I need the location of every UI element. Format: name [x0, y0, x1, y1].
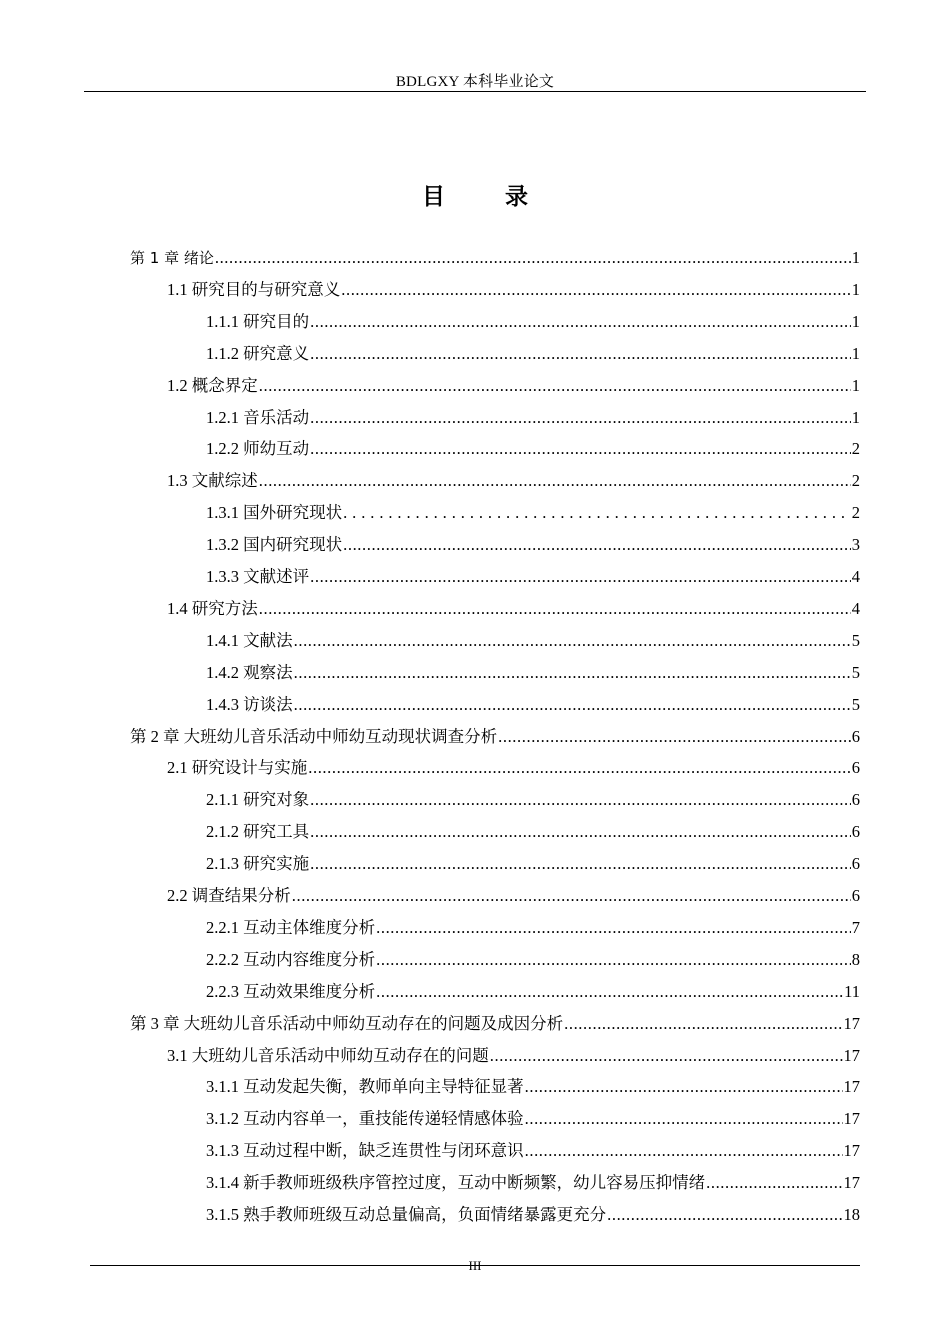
toc-entry[interactable] — [167, 274, 860, 306]
toc-entry-title: 2.2.3 互动效果维度分析 — [206, 981, 376, 1001]
toc-entry-page-number: 5 — [851, 630, 860, 650]
toc-dot-leader — [310, 848, 851, 880]
toc-dot-leader — [498, 721, 851, 753]
toc-entry-title: 1.4.2 观察法 — [206, 662, 293, 682]
toc-entry-title: 3.1.2 互动内容单一，重技能传递轻情感体验 — [206, 1109, 524, 1129]
toc-entry-page-number: 2 — [851, 503, 860, 523]
toc-entry-title: 2.1.2 研究工具 — [206, 822, 310, 842]
toc-entry[interactable] — [206, 689, 860, 721]
toc-entry[interactable] — [206, 1103, 860, 1135]
toc-entry-title: 1.4.3 访谈法 — [206, 694, 293, 714]
toc-dot-leader — [310, 561, 851, 593]
toc-entry-page-number: 4 — [851, 567, 860, 586]
toc-entry[interactable] — [206, 1167, 860, 1199]
toc-entry[interactable] — [206, 848, 860, 880]
toc-entry-title: 1.3.3 文献述评 — [206, 567, 310, 586]
toc-entry[interactable] — [167, 1040, 860, 1072]
toc-entry[interactable] — [206, 1199, 860, 1231]
toc-entry-page-number: 17 — [843, 1173, 860, 1193]
toc-entry-page-number: 17 — [843, 1141, 860, 1161]
toc-entry-title: 2.1.1 研究对象 — [206, 790, 310, 810]
toc-dot-leader — [310, 784, 851, 816]
toc-dot-leader — [310, 338, 851, 370]
toc-dot-leader — [376, 912, 851, 944]
toc-entry-page-number: 2 — [851, 471, 860, 491]
toc-entry-page-number: 5 — [851, 662, 860, 682]
toc-entry-title: 1.4.1 文献法 — [206, 630, 293, 650]
toc-entry[interactable] — [167, 465, 860, 497]
toc-entry-page-number: 2 — [851, 439, 860, 459]
toc-entry-title: 第 1 章 绪论 — [130, 249, 214, 267]
toc-entry-title: 1.1.1 研究目的 — [206, 311, 310, 331]
toc-entry[interactable] — [167, 752, 860, 784]
toc-dot-leader — [294, 625, 851, 657]
toc-entry-title: 2.2 调查结果分析 — [167, 886, 291, 905]
toc-dot-leader — [376, 944, 851, 976]
toc-entry-page-number: 8 — [851, 949, 860, 969]
toc-dot-leader — [310, 306, 851, 338]
toc-entry-title: 1.1.2 研究意义 — [206, 343, 310, 363]
toc-entry-title: 1.3.1 国外研究现状 — [206, 503, 343, 523]
toc-entry-title: 2.2.1 互动主体维度分析 — [206, 917, 376, 937]
toc-dot-leader — [294, 689, 851, 721]
toc-entry[interactable] — [167, 880, 860, 912]
toc-entry-page-number: 17 — [843, 1045, 860, 1065]
toc-entry[interactable] — [206, 976, 860, 1008]
toc-dot-leader — [525, 1135, 843, 1167]
toc-entry-page-number: 6 — [851, 758, 860, 778]
toc-entry[interactable] — [130, 242, 860, 274]
toc-entry-title: 第 2 章 大班幼儿音乐活动中师幼互动现状调查分析 — [130, 726, 498, 746]
running-header: BDLGXY 本科毕业论文 — [395, 74, 555, 90]
toc-entry-title: 2.2.2 互动内容维度分析 — [206, 949, 376, 969]
toc-entry-title: 1.1 研究目的与研究意义 — [167, 279, 341, 299]
toc-entry-page-number: 1 — [851, 248, 860, 267]
toc-entry-page-number: 17 — [843, 1109, 860, 1129]
toc-entry-page-number: 7 — [851, 917, 860, 937]
toc-dot-leader — [310, 433, 851, 465]
toc-entry-page-number: 1 — [851, 375, 860, 395]
toc-dot-leader — [376, 976, 843, 1008]
toc-entry[interactable] — [206, 1135, 860, 1167]
toc-entry[interactable] — [206, 784, 860, 816]
toc-entry[interactable] — [206, 625, 860, 657]
toc-entry-page-number: 3 — [851, 535, 860, 555]
toc-entry[interactable] — [167, 370, 860, 402]
toc-dot-leader — [215, 242, 851, 274]
toc-entry[interactable] — [167, 593, 860, 625]
toc-dot-leader — [259, 370, 851, 402]
toc-entry-title: 3.1.3 互动过程中断，缺乏连贯性与闭环意识 — [206, 1141, 524, 1161]
toc-entry[interactable] — [206, 1071, 860, 1103]
footer-page-number: III — [468, 1258, 482, 1273]
toc-dot-leader — [525, 1103, 843, 1135]
toc-dot-leader — [343, 497, 851, 529]
toc-entry-title: 1.2 概念界定 — [167, 375, 258, 395]
toc-entry-page-number: 6 — [851, 886, 860, 905]
toc-entry[interactable] — [206, 816, 860, 848]
toc-entry-title: 1.3 文献综述 — [167, 471, 258, 491]
toc-entry-page-number: 6 — [851, 854, 860, 874]
toc-dot-leader — [607, 1199, 842, 1231]
toc-entry-page-number: 11 — [844, 981, 860, 1001]
toc-entry-title: 1.2.2 师幼互动 — [206, 439, 310, 459]
toc-dot-leader — [490, 1040, 843, 1072]
toc-entry-page-number: 17 — [843, 1077, 860, 1097]
toc-title: 目 录 — [421, 184, 554, 210]
toc-entry-page-number: 17 — [843, 1013, 860, 1033]
toc-entry-page-number: 6 — [851, 790, 860, 810]
toc-entry[interactable] — [206, 306, 860, 338]
toc-dot-leader — [706, 1167, 842, 1199]
toc-entry-page-number: 1 — [851, 311, 860, 331]
toc-entry[interactable] — [206, 338, 860, 370]
toc-entry[interactable] — [206, 529, 860, 561]
toc-dot-leader — [310, 402, 851, 434]
toc-dot-leader — [341, 274, 851, 306]
toc-entry-title: 第 3 章 大班幼儿音乐活动中师幼互动存在的问题及成因分析 — [130, 1013, 564, 1033]
toc-entry-title: 3.1.1 互动发起失衡，教师单向主导特征显著 — [206, 1077, 524, 1097]
toc-entry-page-number: 1 — [851, 279, 860, 299]
toc-entry[interactable] — [206, 912, 860, 944]
toc-entry[interactable] — [206, 433, 860, 465]
toc-entry[interactable] — [206, 561, 860, 593]
toc-entry-page-number: 5 — [851, 694, 860, 714]
toc-entry[interactable] — [206, 402, 860, 434]
toc-entry[interactable] — [130, 721, 860, 753]
toc-dot-leader — [294, 657, 851, 689]
toc-entry-title: 1.3.2 国内研究现状 — [206, 535, 343, 555]
toc-entry[interactable] — [130, 1008, 860, 1040]
toc-dot-leader — [308, 752, 851, 784]
header-rule — [84, 91, 866, 92]
toc-entry-title: 3.1 大班幼儿音乐活动中师幼互动存在的问题 — [167, 1045, 489, 1065]
toc-dot-leader — [564, 1008, 842, 1040]
toc-entry[interactable] — [206, 657, 860, 689]
toc-entry-title: 2.1.3 研究实施 — [206, 854, 310, 874]
toc-entry-page-number: 1 — [851, 343, 860, 363]
toc-dot-leader — [525, 1071, 843, 1103]
toc-entry-title: 3.1.4 新手教师班级秩序管控过度，互动中断频繁，幼儿容易压抑情绪 — [206, 1173, 706, 1193]
toc-dot-leader — [259, 593, 851, 625]
toc-entry-title: 3.1.5 熟手教师班级互动总量偏高，负面情绪暴露更充分 — [206, 1205, 607, 1224]
toc-entry-page-number: 6 — [851, 822, 860, 842]
toc-entry-page-number: 18 — [843, 1205, 860, 1224]
toc-dot-leader — [343, 529, 851, 561]
toc-entry-page-number: 4 — [851, 598, 860, 618]
toc-entry-title: 2.1 研究设计与实施 — [167, 758, 308, 778]
toc-entry-title: 1.2.1 音乐活动 — [206, 407, 310, 427]
toc-entry[interactable] — [206, 497, 860, 529]
toc-dot-leader — [292, 880, 851, 912]
toc-entry-page-number: 6 — [851, 726, 860, 746]
toc-entry-page-number: 1 — [851, 407, 860, 427]
toc-entry-title: 1.4 研究方法 — [167, 598, 258, 618]
toc-dot-leader — [259, 465, 851, 497]
toc-dot-leader — [310, 816, 851, 848]
toc-entry[interactable] — [206, 944, 860, 976]
